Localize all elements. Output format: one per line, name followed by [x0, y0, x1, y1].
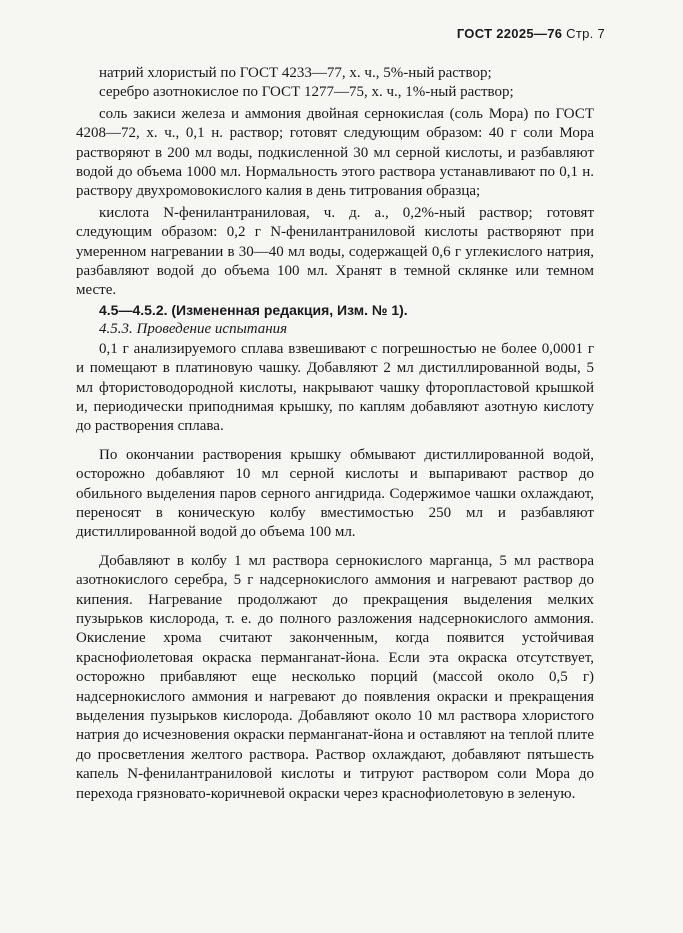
section-heading-procedure [76, 320, 594, 339]
reagent-silver-nitrate: серебро азотнокислое по ГОСТ 1277—75, х. ч., 1%-ный раствор; [99, 84, 514, 101]
procedure-paragraph-3: Добавляют в колбу 1 мл раствора сернокислого марганца, 5 мл раствора азотнокислого серебра, 5 г надсернокислого аммония и нагревают раствор до кипения. Нагревание продолжают до прекращения выделения мелких пузырьков кислорода, т. е. до полного разложения надсернокислого аммония. Окисление хрома считают законченным, когда появится устойчивая краснофиолетовая окраска перманганат-йона. Если эта окраска отсутствует, осторожно прибавляют еще несколько порций (массой около 0,5 г) надсернокислого аммония и нагревают до появления окраски и прекращения выделения пузырьков кислорода. Добавляют около 10 мл раствора хлористого натрия до исчезновения окраски перманганат-йона и оставляют на теплой плите до просветления желтого раствора. Раствор охлаждают, добавляют пятьшесть капель N-фенилантраниловой кислоты и титруют раствором соли Мора до перехода грязновато-коричневой окраски через краснофиолетовую в зеленую. [76, 552, 594, 802]
reagent-sodium-chloride: натрий хлористый по ГОСТ 4233—77, х. ч., 5%-ный раствор; [99, 65, 492, 81]
reagent-mohr-salt: соль закиси железа и аммония двойная сернокислая (соль Мора) по ГОСТ 4208—72, х. ч., 0,1 н. раствор; готовят следующим образом: 40 г соли Мора растворяют в 200 мл воды, подкисленной 30 мл серной кислоты, и разбавляют водой до объема 1000 мл. Нормальность этого раствора устанавливают по 0,1 н. раствору двухромовокислого калия в день титрования образца; [76, 105, 594, 200]
page-number: Стр. 7 [566, 26, 605, 41]
document-body [76, 64, 594, 804]
section-title: 4.5.3. Проведение испытания [99, 321, 288, 338]
procedure-paragraph-2: По окончании растворения крышку обмывают дистиллированной водой, осторожно добавляют 10 мл серной кислоты и выпаривают раствор до обильного выделения паров серного ангидрида. Содержимое чашки охлаждают, переносят в коническую колбу вместимостью 250 мл и разбавляют дистиллированной водой до объема 100 мл. [76, 446, 594, 541]
standard-number: ГОСТ 22025—76 [456, 26, 563, 41]
amendment-note: 4.5—4.5.2. (Измененная редакция, Изм. № 1). [99, 301, 408, 318]
reagent-phenylanthranilic-acid: кислота N-фенилантраниловая, ч. д. а., 0,2%-ный раствор; готовят следующим образом: 0,2 г N-фенилантраниловой кислоты растворяют при умеренном нагревании в 30—40 мл воды, содержащей 0,6 г углекислого натрия, разбавляют водой до объема 100 мл. Хранят в темной склянке или темном месте. [76, 204, 594, 299]
page-header [457, 26, 605, 41]
procedure-paragraph-1: 0,1 г анализируемого сплава взвешивают с погрешностью не более 0,0001 г и помещают в платиновую чашку. Добавляют 2 мл дистиллированной воды, 5 мл фтористоводородной кислоты, накрывают чашку фторопластовой крышкой и, периодически приподнимая крышку, по каплям добавляют азотную кислоту до растворения сплава. [76, 340, 594, 435]
